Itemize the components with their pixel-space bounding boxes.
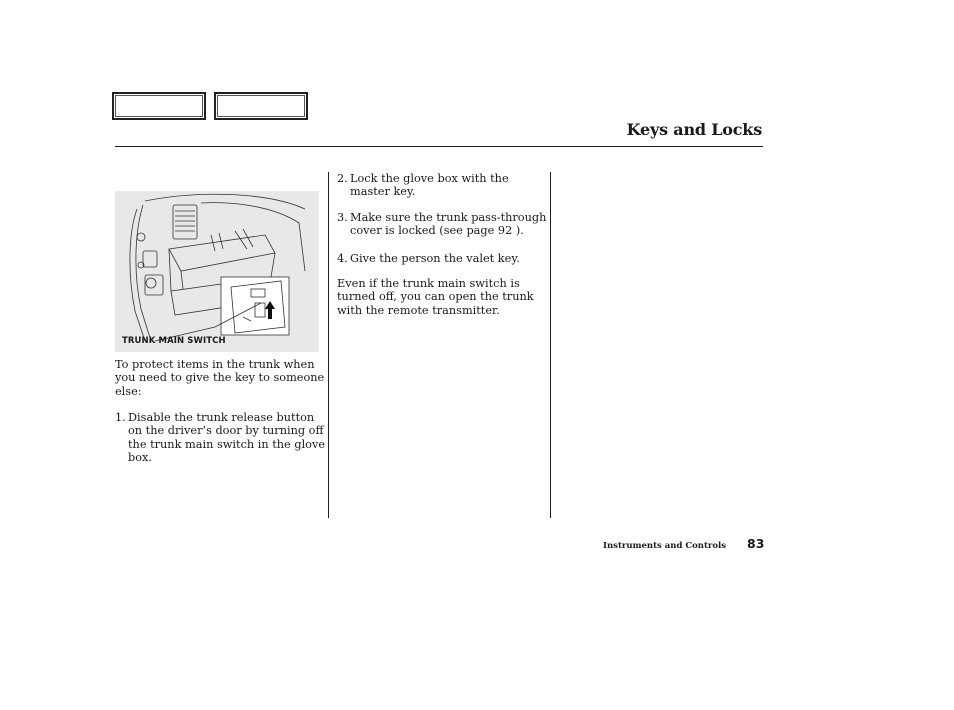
- step-2: [337, 172, 547, 200]
- footer-section-title: Instruments and Controls: [603, 541, 727, 551]
- step-3-number: 3.: [337, 211, 348, 224]
- column-divider-right: [550, 172, 551, 518]
- trunk-switch-illustration: [115, 191, 319, 352]
- column-divider-left: [328, 172, 329, 518]
- step-2-number: 2.: [337, 172, 348, 185]
- step-2-text: Lock the glove box with the master key.: [350, 172, 509, 199]
- step-4-text: Give the person the valet key.: [350, 252, 520, 265]
- step-3-text: Make sure the trunk pass-through cover is locked (see page 92 ).: [350, 211, 547, 238]
- step-4-number: 4.: [337, 252, 348, 265]
- page-title: Keys and Locks: [626, 120, 762, 139]
- intro-paragraph: [115, 358, 325, 398]
- nav-tab-previous[interactable]: [112, 92, 206, 120]
- nav-tab-next[interactable]: [214, 92, 308, 120]
- page-number: 83: [747, 536, 765, 551]
- header-rule: [115, 146, 763, 147]
- note-text: Even if the trunk main switch is turned off, you can open the trunk with the remote transmitter.: [337, 277, 534, 317]
- figure-caption: TRUNK MAIN SWITCH: [122, 336, 226, 346]
- step-1: [115, 411, 327, 467]
- intro-text: To protect items in the trunk when you need to give the key to someone else:: [115, 358, 325, 398]
- step-1-text: Disable the trunk release button on the driver’s door by turning off the trunk main switch in the glove box.: [128, 411, 326, 464]
- glove-box-drawing: [115, 191, 319, 352]
- step-3: [337, 211, 547, 239]
- step-1-number: 1.: [115, 411, 126, 424]
- step-4: [337, 252, 547, 266]
- note-paragraph: [337, 277, 547, 317]
